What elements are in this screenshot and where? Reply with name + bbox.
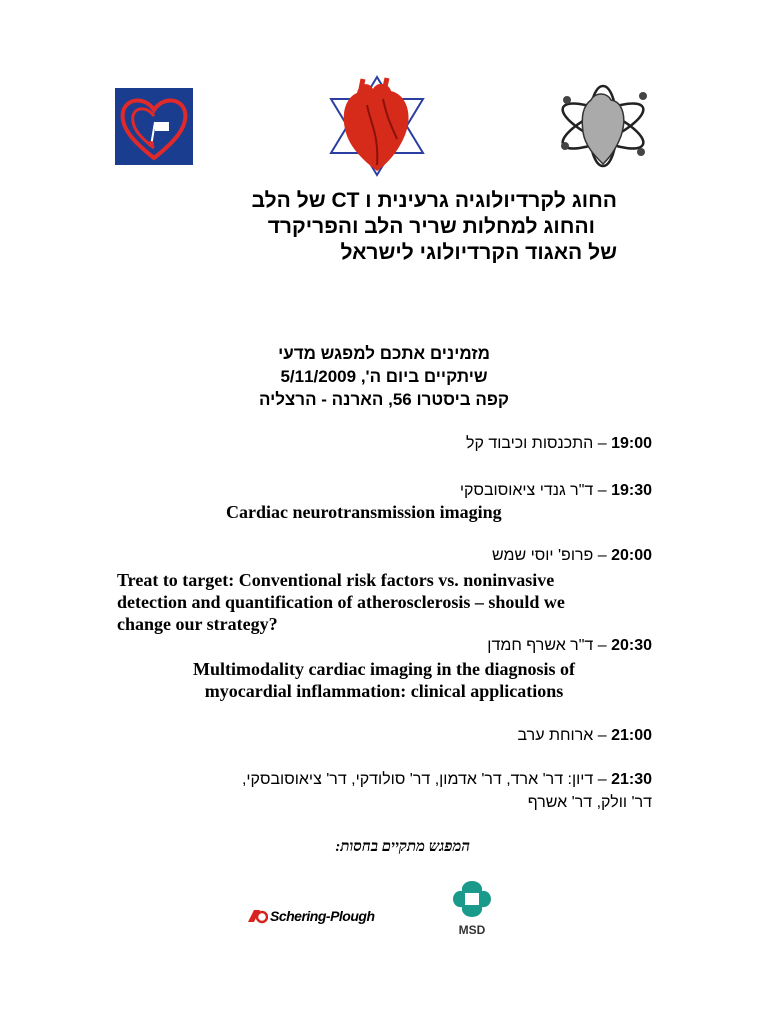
talk-title-1930: Cardiac neurotransmission imaging: [226, 502, 502, 522]
talk-title-2030-line-1: Multimodality cardiac imaging in the diagnosis of: [192, 659, 576, 679]
schedule-item-2130-continued: דר' וולק, דר' אשרף: [527, 794, 652, 811]
talk-title-2000-line-1: Treat to target: Conventional risk factors vs. noninvasive: [117, 570, 555, 590]
schedule-item-2100: 21:00 – ארוחת ערב: [517, 727, 652, 744]
schedule-item-1900: 19:00 – התכנסות וכיבוד קל: [465, 435, 652, 452]
schedule-item-2130: 21:30 – דיון: דר' ארד, דר' אדמון, דר' סולודקי, דר' ציאוסובסקי,: [241, 771, 652, 788]
heart-with-flag-icon: [115, 88, 193, 165]
talk-title-2000-line-3: change our strategy?: [117, 614, 278, 634]
schedule-text: ד"ר גנדי ציאוסובסקי: [459, 482, 594, 499]
atom-heart-icon: [555, 84, 651, 168]
schedule-time: 19:00: [611, 435, 652, 452]
schedule-time: 21:00: [611, 727, 652, 744]
schedule-item-1930: 19:30 – ד"ר גנדי ציאוסובסקי: [459, 482, 652, 499]
schedule-item-2000: 20:00 – פרופ' יוסי שמש: [491, 547, 652, 564]
schedule-time: 20:30: [611, 637, 652, 654]
talk-title-2030-line-2: myocardial inflammation: clinical applications: [204, 681, 564, 701]
schering-plough-logo: [246, 908, 375, 924]
schedule-text: דיון: דר' ארד, דר' אדמון, דר' סולודקי, דר' ציאוסובסקי,: [241, 771, 594, 788]
schedule-text: ארוחת ערב: [517, 727, 594, 744]
nuclear-heart-logo: [555, 84, 651, 168]
schering-plough-wordmark: Schering-Plough: [270, 908, 375, 924]
header-line-1: החוג לקרדיולוגיה גרעינית ו CT של הלב: [251, 189, 617, 212]
header-line-3: של האגוד הקרדיולוגי לישראל: [340, 241, 617, 264]
schedule-text: פרופ' יוסי שמש: [491, 547, 594, 564]
msd-logo: [448, 880, 496, 937]
header-line-2: והחוג למחלות שריר הלב והפריקרד: [267, 215, 595, 238]
schedule-text: התכנסות וכיבוד קל: [465, 435, 594, 452]
sponsor-note: המפגש מתקיים בחסות:: [335, 839, 470, 855]
invite-line-3: קפה ביסטרו 56, הארנה - הרצליה: [258, 390, 510, 409]
heart-society-logo: [115, 88, 193, 165]
msd-mark-icon: [452, 880, 492, 918]
schedule-time: 19:30: [611, 482, 652, 499]
schering-plough-mark-icon: [246, 908, 268, 924]
schedule-text: ד"ר אשרף חמדן: [487, 637, 594, 654]
schedule-item-2030: 20:30 – ד"ר אשרף חמדן: [487, 637, 652, 654]
schedule-time: 20:00: [611, 547, 652, 564]
invite-line-2: שיתקיים ביום ה', 5/11/2009: [280, 367, 488, 386]
star-of-david-heart-icon: [327, 75, 427, 177]
invite-line-1: מזמינים אתכם למפגש מדעי: [278, 344, 490, 363]
talk-title-2000-line-2: detection and quantification of atherosclerosis – should we: [117, 592, 565, 612]
anatomical-heart-star-logo: [327, 75, 427, 177]
msd-wordmark: MSD: [458, 923, 486, 937]
schedule-time: 21:30: [611, 771, 652, 788]
